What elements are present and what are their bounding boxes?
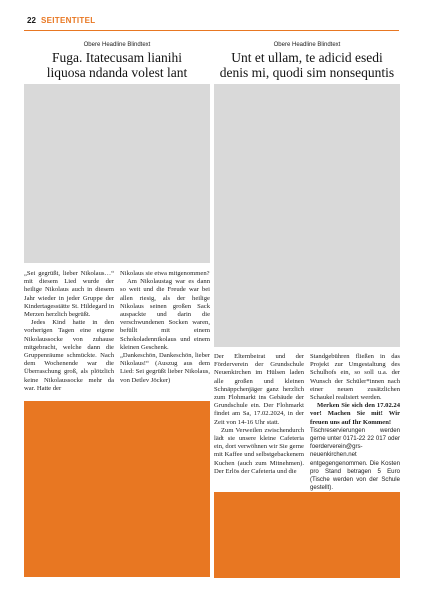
- right-col1-para2: Zum Verweilen zwischendurch lädt sie unsere kleine Cafeteria ein, dort verwöhnen wir Sie gerne mit Kaffee und selbstgebackenem Kuchen (auch zum Mitnehmen). Der Erlös der Cafeteria und die: [214, 426, 304, 475]
- right-col2-para3: Tischreservierungen werden gerne unter 0171-22 22 017 oder foerderverein@grs-neuenkirchen.net entgegengenommen. Die Kosten pro Stand betragen 5 Euro (Tische werden von der Schule gestellt).: [310, 426, 400, 492]
- left-col1-para1: „Sei gegrüßt, lieber Nikolaus…“ mit diesem Lied wurde der heilige Nikolaus auch in diesem Jahr wieder in jeder Gruppe der Kindertagesstätte St. Hildegard in Merzen herzlich begrüßt.: [24, 270, 114, 319]
- left-headline-line1: Fuga. Itatecusam lianihi: [51, 50, 183, 65]
- right-image-placeholder: [214, 84, 400, 347]
- right-headline: [208, 50, 406, 80]
- page-number: 22: [27, 16, 36, 25]
- right-col1-para1: Der Elternbeirat und der Förderverein der Grundschule Neuenkirchen im Hülsen laden alle großen und kleinen Schnäppchenjäger ganz herzlich zum Flohmarkt ins Gebäude der Grundschule ein. Der Flohmarkt findet am Sa, 17.02.2024, in der Zeit von 14-16 Uhr statt.: [214, 353, 304, 426]
- left-image-placeholder: [24, 84, 210, 263]
- left-kicker: Obere Headline Blindtext: [83, 42, 151, 48]
- left-headline: [20, 50, 214, 80]
- left-column-1: [24, 270, 114, 393]
- left-col2-para1: Nikolaus sie etwa mitgenommen?: [120, 270, 210, 277]
- right-kicker: Obere Headline Blindtext: [273, 42, 341, 48]
- left-col1-para2: Jedes Kind hatte in den vorherigen Tagen eine eigene Nikolaussocke von zuhause mitgebracht, welche dann die Gruppenräume schmückte. Nach dem Wochenende war die Überraschung groß, als plötzlich keine Nikolaussocke mehr da war. Hatte der: [24, 319, 114, 392]
- right-orange-block: [214, 492, 400, 578]
- section-title: SEITENTITEL: [41, 16, 96, 25]
- left-col2-para2: Am Nikolaustag war es dann so weit und die Freude war bei allen riesig, als der heilige Nikolaus seinen großen Sack auspackte und darin die verschwundenen Socken waren, befüllt mit einem Schokoladennikolaus und einem kleinen Geschenk.: [120, 278, 210, 351]
- right-column-2: [310, 353, 400, 492]
- right-headline-line2: denis mi, quodi sim nonsequntis: [219, 65, 395, 80]
- left-headline-line2: liquosa ndanda volest lant: [46, 65, 188, 80]
- left-orange-block: [24, 401, 210, 577]
- left-column-2: [120, 270, 210, 385]
- left-col2-para3: „Dankeschön, Dankeschön, lieber Nikolaus!“ (Auszug aus dem Lied: Sei gegrüßt lieber Nikolaus, von Detlev Jöcker): [120, 352, 210, 384]
- header-rule: [24, 30, 399, 31]
- right-col2-para1: Standgebühren fließen in das Projekt zur Umgestaltung des Schulhofs ein, so soll u.a. der Wunsch der Schüler*innen nach einer neuen zusätzlichen Schaukel realisiert werden.: [310, 353, 400, 402]
- right-column-1: [214, 353, 304, 476]
- right-headline-line1: Unt et ullam, te adicid esedi: [231, 50, 383, 65]
- right-col2-para2: Merken Sie sich den 17.02.24 vor! Machen Sie mit! Wir freuen uns auf Ihr Kommen!: [310, 402, 400, 426]
